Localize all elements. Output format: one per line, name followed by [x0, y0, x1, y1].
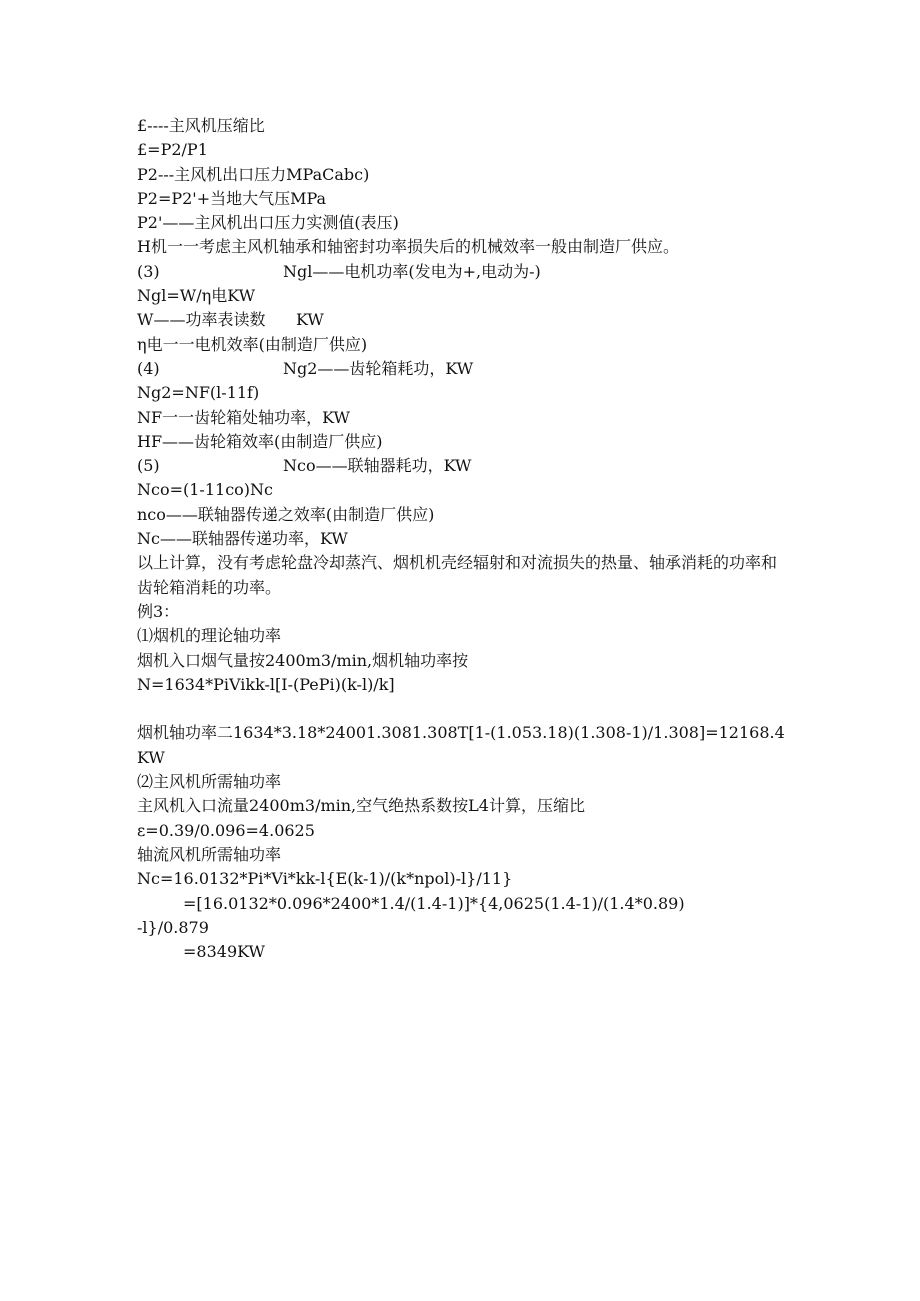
- formula-line: Nc=16.0132*Pi*Vi*kk-l{E(k-1)/(k*npol)-l}/11}: [137, 869, 513, 889]
- formula-line: N=1634*PiVikk-l[I-(PePi)(k-l)/k]: [137, 674, 395, 694]
- text-line: η电一一电机效率(由制造厂供应): [137, 334, 368, 354]
- text-line: NF一一齿轮箱处轴功率，KW: [137, 407, 350, 427]
- text-line: 例3：: [137, 601, 180, 621]
- formula-line: ε=0.39/0.096=4.0625: [137, 820, 315, 840]
- formula-result: =8349KW: [183, 942, 265, 962]
- text-line: P2=P2'+当地大气压MPa: [137, 188, 327, 208]
- text-line: Ng2=NF(l-11f): [137, 383, 260, 403]
- item-heading: Ng2——齿轮箱耗功，KW: [283, 358, 474, 378]
- text-line: Ngl=W/η电KW: [137, 286, 256, 306]
- text-line: H机一一考虑主风机轴承和轴密封功率损失后的机械效率一般由制造厂供应。: [137, 237, 679, 257]
- text-line: P2---主风机出口压力MPaCabc): [137, 164, 370, 184]
- item-heading: Nco——联轴器耗功，KW: [283, 456, 472, 476]
- item-number: (5): [137, 456, 160, 476]
- text-line: £----主风机压缩比: [137, 116, 265, 135]
- formula-line: -l}/0.879: [137, 917, 209, 937]
- text-line: nco——联轴器传递之效率(由制造厂供应): [137, 504, 435, 524]
- text-line: P2'——主风机出口压力实测值(表压): [137, 213, 399, 233]
- formula-paragraph: 烟机轴功率二1634*3.18*24001.3081.308T[1-(1.053.18)(1.308-1)/1.308]=12168.4KW: [137, 723, 785, 767]
- text-paragraph: 以上计算，没有考虑轮盘冷却蒸汽、烟机机壳经辐射和对流损失的热量、轴承消耗的功率和齿轮箱消耗的功率。: [137, 553, 778, 597]
- text-line: [137, 357, 787, 381]
- text-line: £=P2/P1: [137, 140, 208, 160]
- text-line: Nco=(1-11co)Nc: [137, 480, 273, 500]
- blank-line: [137, 697, 787, 721]
- text-line: W——功率表读数 KW: [137, 310, 324, 330]
- text-line: HF——齿轮箱效率(由制造厂供应): [137, 431, 383, 451]
- formula-line: =[16.0132*0.096*2400*1.4/(1.4-1)]*{4,0625(1.4-1)/(1.4*0.89): [183, 893, 685, 913]
- text-line: 烟机入口烟气量按2400m3/min,烟机轴功率按: [137, 650, 469, 670]
- text-line: [137, 454, 787, 478]
- text-line: ⑴烟机的理论轴功率: [137, 626, 282, 646]
- text-line: Nc——联轴器传递功率，KW: [137, 529, 348, 549]
- item-heading: Ngl——电机功率(发电为+,电动为-): [283, 261, 541, 281]
- item-number: (4): [137, 358, 160, 378]
- text-line: [137, 260, 787, 284]
- document-body: [137, 114, 787, 964]
- text-line: ⑵主风机所需轴功率: [137, 772, 282, 792]
- text-line: 轴流风机所需轴功率: [137, 844, 282, 864]
- text-line: 主风机入口流量2400m3/min,空气绝热系数按L4计算，压缩比: [137, 796, 585, 816]
- item-number: (3): [137, 261, 160, 281]
